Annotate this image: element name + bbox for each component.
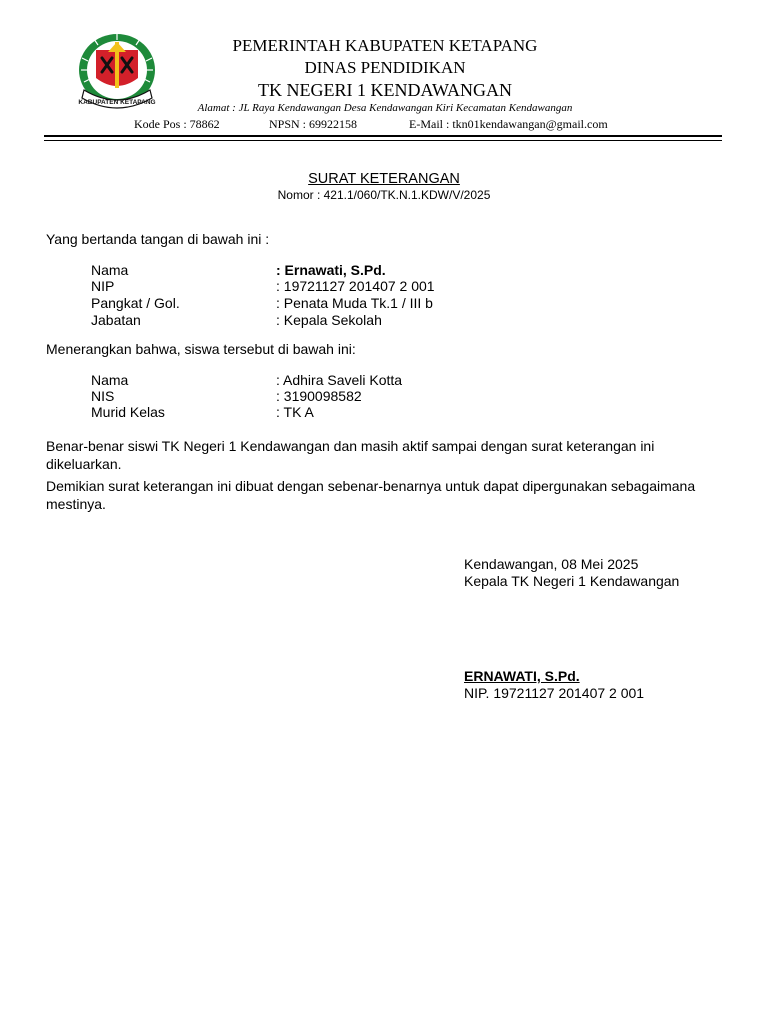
- header-divider-thick: [44, 135, 722, 137]
- header-npsn: NPSN : 69922158: [269, 117, 358, 131]
- signer-position-value: : Kepala Sekolah: [276, 312, 382, 328]
- letter-title: SURAT KETERANGAN: [308, 171, 460, 187]
- header-address: Alamat : JL Raya Kendawangan Desa Kendawangan Kiri Kecamatan Kendawangan: [197, 102, 573, 114]
- signer-name-value: : Ernawati, S.Pd.: [276, 262, 386, 278]
- svg-text:KABUPATEN KETAPANG: KABUPATEN KETAPANG: [78, 99, 156, 106]
- signer-position-label: Jabatan: [91, 312, 141, 328]
- paragraph-closing: Demikian surat keterangan ini dibuat dengan sebenar-benarnya untuk dapat dipergunakan sebagaimana mestinya.: [46, 478, 696, 512]
- student-nis-label: NIS: [91, 388, 115, 404]
- header-school-name: TK NEGERI 1 KENDAWANGAN: [257, 80, 513, 100]
- student-nis-value: : 3190098582: [276, 388, 362, 404]
- header-email: E-Mail : tkn01kendawangan@gmail.com: [409, 117, 608, 131]
- statement-text: Menerangkan bahwa, siswa tersebut di bawah ini:: [46, 341, 356, 357]
- signer-name-label: Nama: [91, 262, 129, 278]
- regency-emblem-logo: [76, 28, 158, 114]
- signer-rank-value: : Penata Muda Tk.1 / III b: [276, 295, 433, 311]
- paragraph-active-status: Benar-benar siswi TK Negeri 1 Kendawangan dan masih aktif sampai dengan surat keterangan ini dikeluarkan.: [46, 438, 655, 472]
- student-name-label: Nama: [91, 372, 129, 388]
- student-name-value: : Adhira Saveli Kotta: [276, 372, 403, 388]
- intro-text: Yang bertanda tangan di bawah ini :: [46, 231, 270, 247]
- header-divider-thin: [44, 140, 722, 141]
- signature-nip: NIP. 19721127 201407 2 001: [464, 685, 645, 701]
- signer-rank-label: Pangkat / Gol.: [91, 295, 180, 311]
- signer-nip-value: : 19721127 201407 2 001: [276, 278, 435, 294]
- signer-nip-label: NIP: [91, 278, 115, 294]
- header-government-name: PEMERINTAH KABUPATEN KETAPANG: [232, 36, 538, 55]
- signature-place-date: Kendawangan, 08 Mei 2025: [464, 556, 639, 572]
- letter-number: Nomor : 421.1/060/TK.N.1.KDW/V/2025: [277, 188, 491, 202]
- student-class-value: : TK A: [276, 404, 314, 420]
- header-department-name: DINAS PENDIDIKAN: [304, 58, 466, 77]
- header-postal-code: Kode Pos : 78862: [134, 117, 220, 131]
- signature-name: ERNAWATI, S.Pd.: [464, 668, 580, 684]
- signature-position: Kepala TK Negeri 1 Kendawangan: [464, 573, 680, 589]
- student-class-label: Murid Kelas: [91, 404, 165, 420]
